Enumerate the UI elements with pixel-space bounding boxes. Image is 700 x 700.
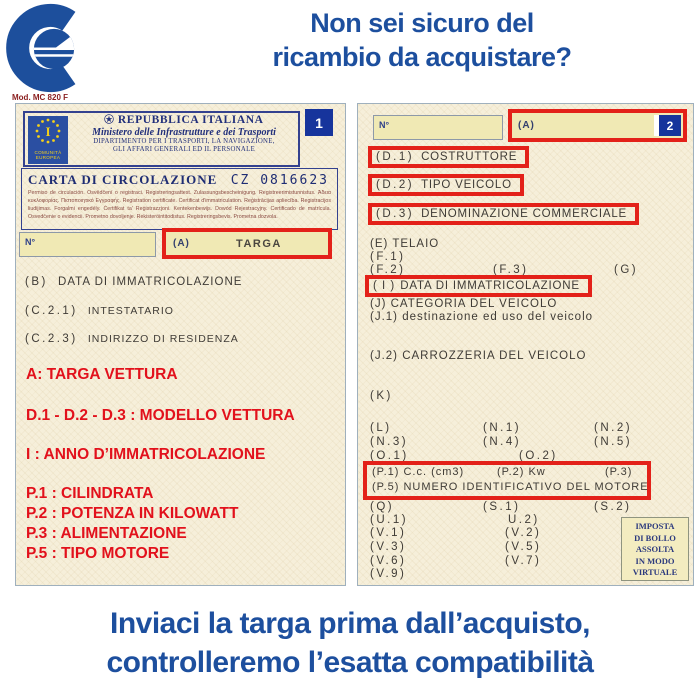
department-line2: GLI AFFARI GENERALI ED IL PERSONALE	[112, 146, 256, 153]
legend-tipo-motore: P.5 : TIPO MOTORE	[26, 545, 170, 562]
field-j1: (J.1) destinazione ed uso del veicolo	[370, 311, 594, 323]
imposta-line: DI BOLLO	[634, 532, 676, 543]
field-k: (K)	[370, 390, 393, 402]
field-u1: (U.1)	[370, 514, 409, 526]
field-d2-highlight	[368, 174, 524, 196]
targa-highlight-box-2	[508, 109, 687, 142]
field-v1: (V.1)	[370, 527, 407, 539]
footer-line2: controlleremo l’esatta compatibilità	[106, 646, 594, 679]
document-header-box	[23, 111, 300, 167]
department-line1: DIPARTIMENTO PER I TRASPORTI, LA NAVIGAZIONE,	[93, 138, 275, 145]
field-v2: (V.2)	[505, 527, 542, 539]
numero-field-2-label: N°	[379, 120, 390, 130]
page-number-badge-1: 1	[305, 109, 333, 136]
field-n2: (N.2)	[594, 422, 633, 434]
field-v7: (V.7)	[505, 555, 542, 567]
page-title	[148, 6, 696, 74]
eu-flag-letter: I	[45, 124, 51, 139]
country-title	[72, 114, 296, 126]
field-b	[25, 276, 242, 288]
ministry-title: Ministero delle Infrastrutture e dei Trasporti	[92, 127, 276, 138]
legend-cilindrata: P.1 : CILINDRATA	[26, 485, 154, 502]
field-c21-label: INTESTATARIO	[87, 305, 174, 317]
field-c23-label: INDIRIZZO DI RESIDENZA	[87, 333, 239, 345]
imposta-line: IMPOSTA	[635, 521, 675, 531]
field-j2: (J.2) CARROZZERIA DEL VEICOLO	[370, 350, 587, 362]
doc-serial-number: CZ 0816623	[230, 173, 329, 188]
field-n1: (N.1)	[483, 422, 522, 434]
field-v5: (V.5)	[505, 541, 542, 553]
field-d1-code: (D.1)	[376, 151, 415, 163]
field-b-label: DATA DI IMMATRICOLAZIONE	[58, 276, 243, 288]
legend-alimentazione: P.3 : ALIMENTAZIONE	[26, 525, 187, 542]
targa-highlight-box	[162, 228, 332, 259]
field-d3-highlight	[368, 203, 639, 225]
field-b-code: (B)	[25, 276, 48, 288]
numero-field-2	[373, 115, 503, 140]
numero-field-label: N°	[25, 237, 36, 247]
legend-potenza: P.2 : POTENZA IN KILOWATT	[26, 505, 239, 522]
field-o2: (O.2)	[519, 450, 558, 462]
eu-flag-caption-line2: EUROPEA	[35, 155, 61, 161]
legend-modello: D.1 - D.2 - D.3 : MODELLO VETTURA	[26, 407, 295, 424]
multilingual-legend-text: Permiso de circulación. Osvědčení o registraci. Registreringsattest. Zulassungsbescheinigung. Registreerimistunnistus. Άδεια κυκλοφορίας. Πιστοποιητικό Εγγραφής. Registration certificate. Certificat d'immatriculation. Reģistrācijas apliecība. Registracijos liudijimas. Forgalmi engedély. Ċertifikat ta' Reġistrazzjoni. Kentekenbewijs. Dowód Rejestracyjny. Certificado de matrícula. Osvedčenie o evidencii. Prometno dovoljenje. Rekisteröintitodistus. Registreringsbevis. Prometna dozvola.	[28, 190, 331, 220]
imposta-line: ASSOLTA	[635, 544, 675, 554]
field-g: (G)	[614, 264, 639, 276]
field-c23	[25, 333, 239, 345]
field-p1: (P.1) C.c. (cm3)	[372, 466, 465, 478]
field-i-highlight	[365, 275, 592, 297]
imposta-line: IN MODO	[635, 555, 675, 566]
field-n4: (N.4)	[483, 436, 522, 448]
field-f3: (F.3)	[493, 264, 529, 276]
field-s1: (S.1)	[483, 501, 521, 513]
page-number-badge-2: 2	[659, 115, 681, 136]
imposta-line: VIRTUALE	[632, 567, 678, 577]
italy-emblem-icon	[104, 114, 114, 126]
field-j: (J) CATEGORIA DEL VEICOLO	[370, 298, 558, 310]
field-o1: (O.1)	[370, 450, 409, 462]
field-d1-label: COSTRUTTORE	[421, 151, 518, 163]
field-f2: (F.2)	[370, 264, 406, 276]
targa-field-code: (A)	[173, 238, 190, 249]
field-f1: (F.1)	[370, 251, 406, 263]
eu-flag-icon	[28, 116, 68, 164]
field-v6: (V.6)	[370, 555, 407, 567]
field-e: (E) TELAIO	[370, 238, 440, 250]
targa-field-label: TARGA	[236, 237, 282, 250]
field-d2-code: (D.2)	[376, 179, 415, 191]
field-a-code: (A)	[518, 120, 535, 131]
page-title-line2: ricambio da acquistare?	[272, 42, 572, 72]
field-p3: (P.3)	[605, 466, 633, 478]
field-u2: U.2)	[508, 514, 540, 526]
field-n5: (N.5)	[594, 436, 633, 448]
field-d3-label: DENOMINAZIONE COMMERCIALE	[421, 208, 627, 220]
field-d3-code: (D.3)	[376, 208, 415, 220]
carta-di-circolazione-box	[21, 168, 338, 230]
country-title-text: REPUBBLICA ITALIANA	[117, 114, 264, 126]
field-l: (L)	[370, 422, 392, 434]
field-p-highlight	[363, 461, 651, 500]
field-c23-code: (C.2.3)	[25, 333, 78, 345]
field-d1-highlight	[368, 146, 529, 168]
field-v3: (V.3)	[370, 541, 407, 553]
field-q: (Q)	[370, 501, 395, 513]
field-v9: (V.9)	[370, 568, 407, 580]
legend-targa: A: TARGA VETTURA	[26, 366, 178, 383]
document-model-label: Mod. MC 820 F	[12, 93, 69, 102]
footer-line1: Inviaci la targa prima dall’acquisto,	[109, 607, 590, 640]
field-n3: (N.3)	[370, 436, 409, 448]
field-s2: (S.2)	[594, 501, 632, 513]
brand-logo-icon	[6, 2, 102, 94]
registration-card-page-1	[15, 103, 346, 586]
numero-field	[19, 232, 156, 257]
footer-callout	[0, 604, 700, 682]
field-i-code: ( I )	[373, 280, 396, 292]
registration-card-page-2	[357, 103, 694, 586]
imposta-di-bollo-stamp	[621, 517, 689, 581]
page-title-line1: Non sei sicuro del	[310, 8, 534, 38]
doc-title: CARTA DI CIRCOLAZIONE	[28, 172, 218, 187]
eu-flag-caption-line1: COMUNITÀ	[34, 150, 62, 155]
document-header-text	[72, 114, 296, 154]
field-c21-code: (C.2.1)	[25, 305, 78, 317]
field-c21	[25, 305, 174, 317]
field-d2-label: TIPO VEICOLO	[421, 179, 512, 191]
field-i-label: DATA DI IMMATRICOLAZIONE	[400, 280, 580, 292]
field-p2: (P.2) Kw	[497, 466, 546, 478]
legend-anno: I : ANNO D’IMMATRICOLAZIONE	[26, 446, 266, 463]
field-p5: (P.5) NUMERO IDENTIFICATIVO DEL MOTORE	[372, 481, 649, 493]
